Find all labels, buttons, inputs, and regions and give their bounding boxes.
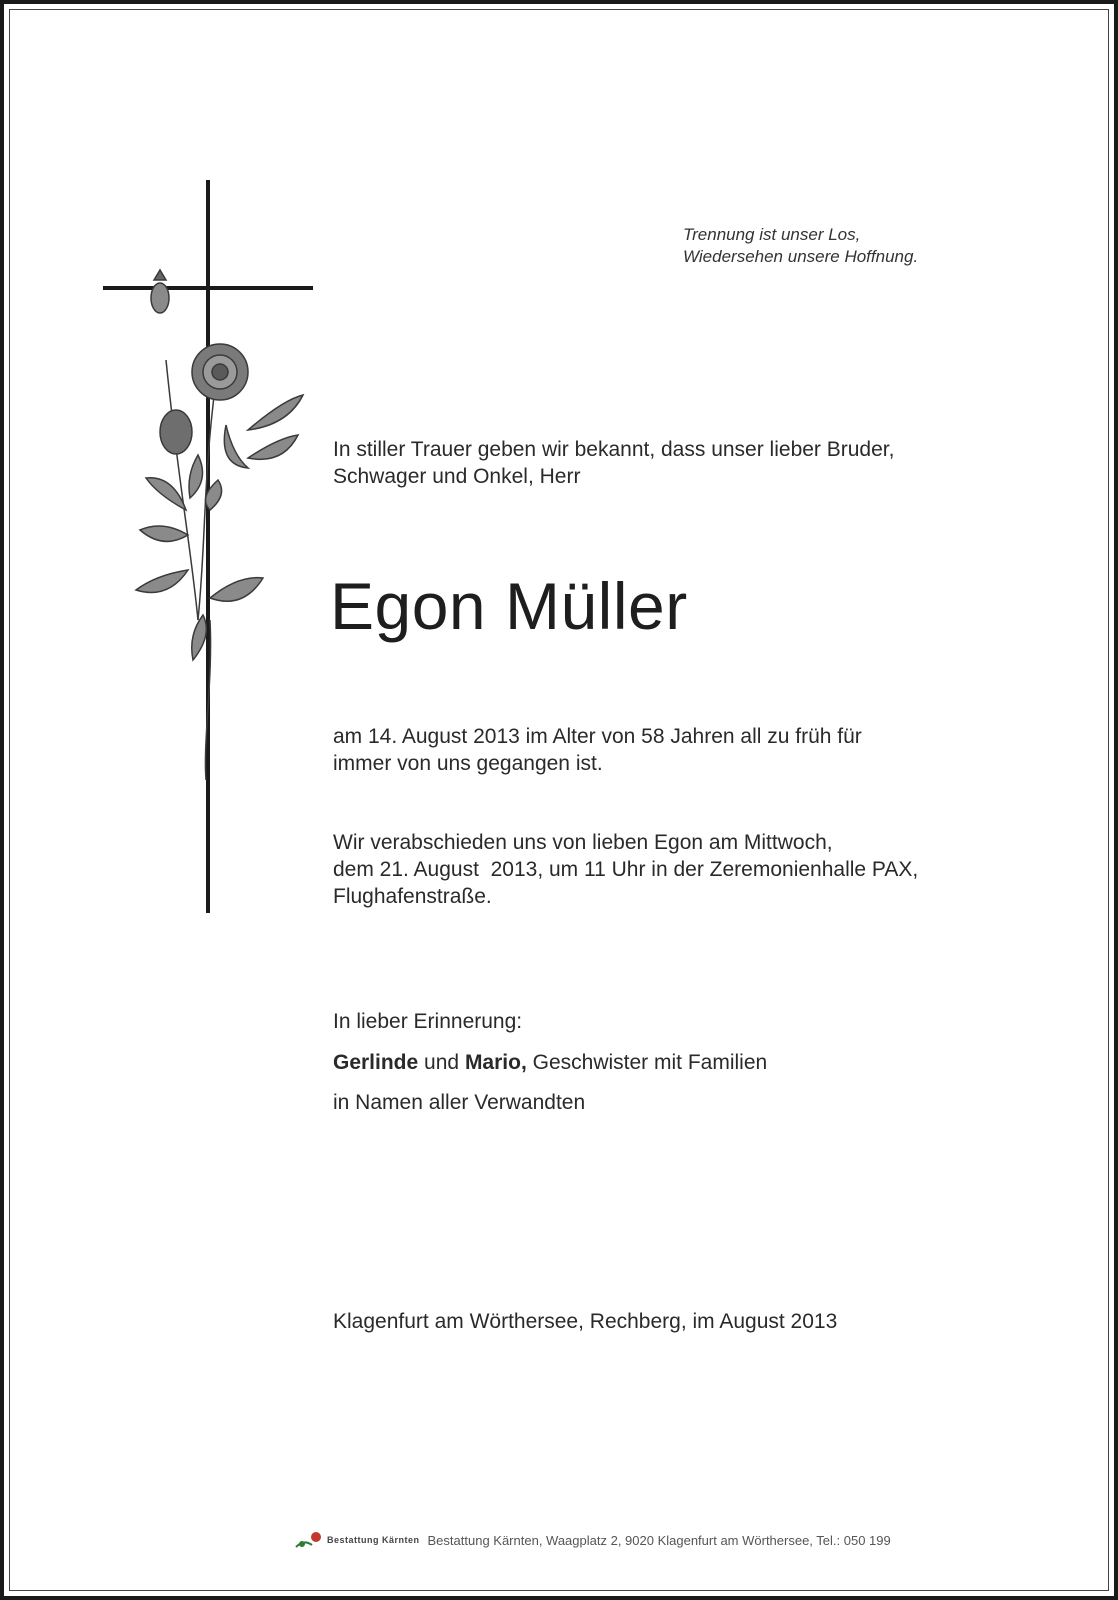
death-notice-line-2: immer von uns gegangen ist. xyxy=(333,752,603,775)
footer xyxy=(294,1531,891,1549)
mourner-name-1: Gerlinde xyxy=(333,1051,419,1074)
cross-with-rose-icon xyxy=(98,180,328,915)
rose-icon xyxy=(136,270,303,780)
mourners-line xyxy=(333,1049,767,1076)
service-line-2: dem 21. August 2013, um 11 Uhr in der Zeremonienhalle PAX, xyxy=(333,858,919,881)
mourner-name-2: Mario, xyxy=(464,1051,527,1074)
death-notice-text xyxy=(333,723,862,777)
place-date: Klagenfurt am Wörthersee, Rechberg, im August 2013 xyxy=(333,1310,838,1333)
memory-heading: In lieber Erinnerung: xyxy=(333,1010,523,1033)
bestattung-logo-icon xyxy=(294,1531,324,1549)
motto-line-1: Trennung ist unser Los, xyxy=(683,225,861,244)
mourner-connector: und xyxy=(424,1051,460,1074)
death-notice-line-1: am 14. August 2013 im Alter von 58 Jahren all zu früh für xyxy=(333,725,862,748)
logo-text: Bestattung Kärnten xyxy=(327,1535,420,1545)
deceased-name: Egon Müller xyxy=(330,569,688,643)
cross-icon xyxy=(103,180,313,913)
motto-quote xyxy=(683,224,918,268)
footer-address: Bestattung Kärnten, Waagplatz 2, 9020 Klagenfurt am Wörthersee, Tel.: 050 199 xyxy=(427,1532,891,1548)
relatives-line: in Namen aller Verwandten xyxy=(333,1091,586,1114)
announcement-line-1: In stiller Trauer geben wir bekannt, dass unser lieber Bruder, xyxy=(333,438,895,461)
motto-line-2: Wiedersehen unsere Hoffnung. xyxy=(683,247,919,266)
bestattung-logo xyxy=(294,1531,420,1549)
mourner-suffix: Geschwister mit Familien xyxy=(532,1051,768,1074)
announcement-line-2: Schwager und Onkel, Herr xyxy=(333,465,581,488)
service-line-1: Wir verabschieden uns von lieben Egon am Mittwoch, xyxy=(333,831,833,854)
service-line-3: Flughafenstraße. xyxy=(333,885,492,908)
funeral-service-text xyxy=(333,829,918,910)
announcement-text xyxy=(333,436,894,490)
